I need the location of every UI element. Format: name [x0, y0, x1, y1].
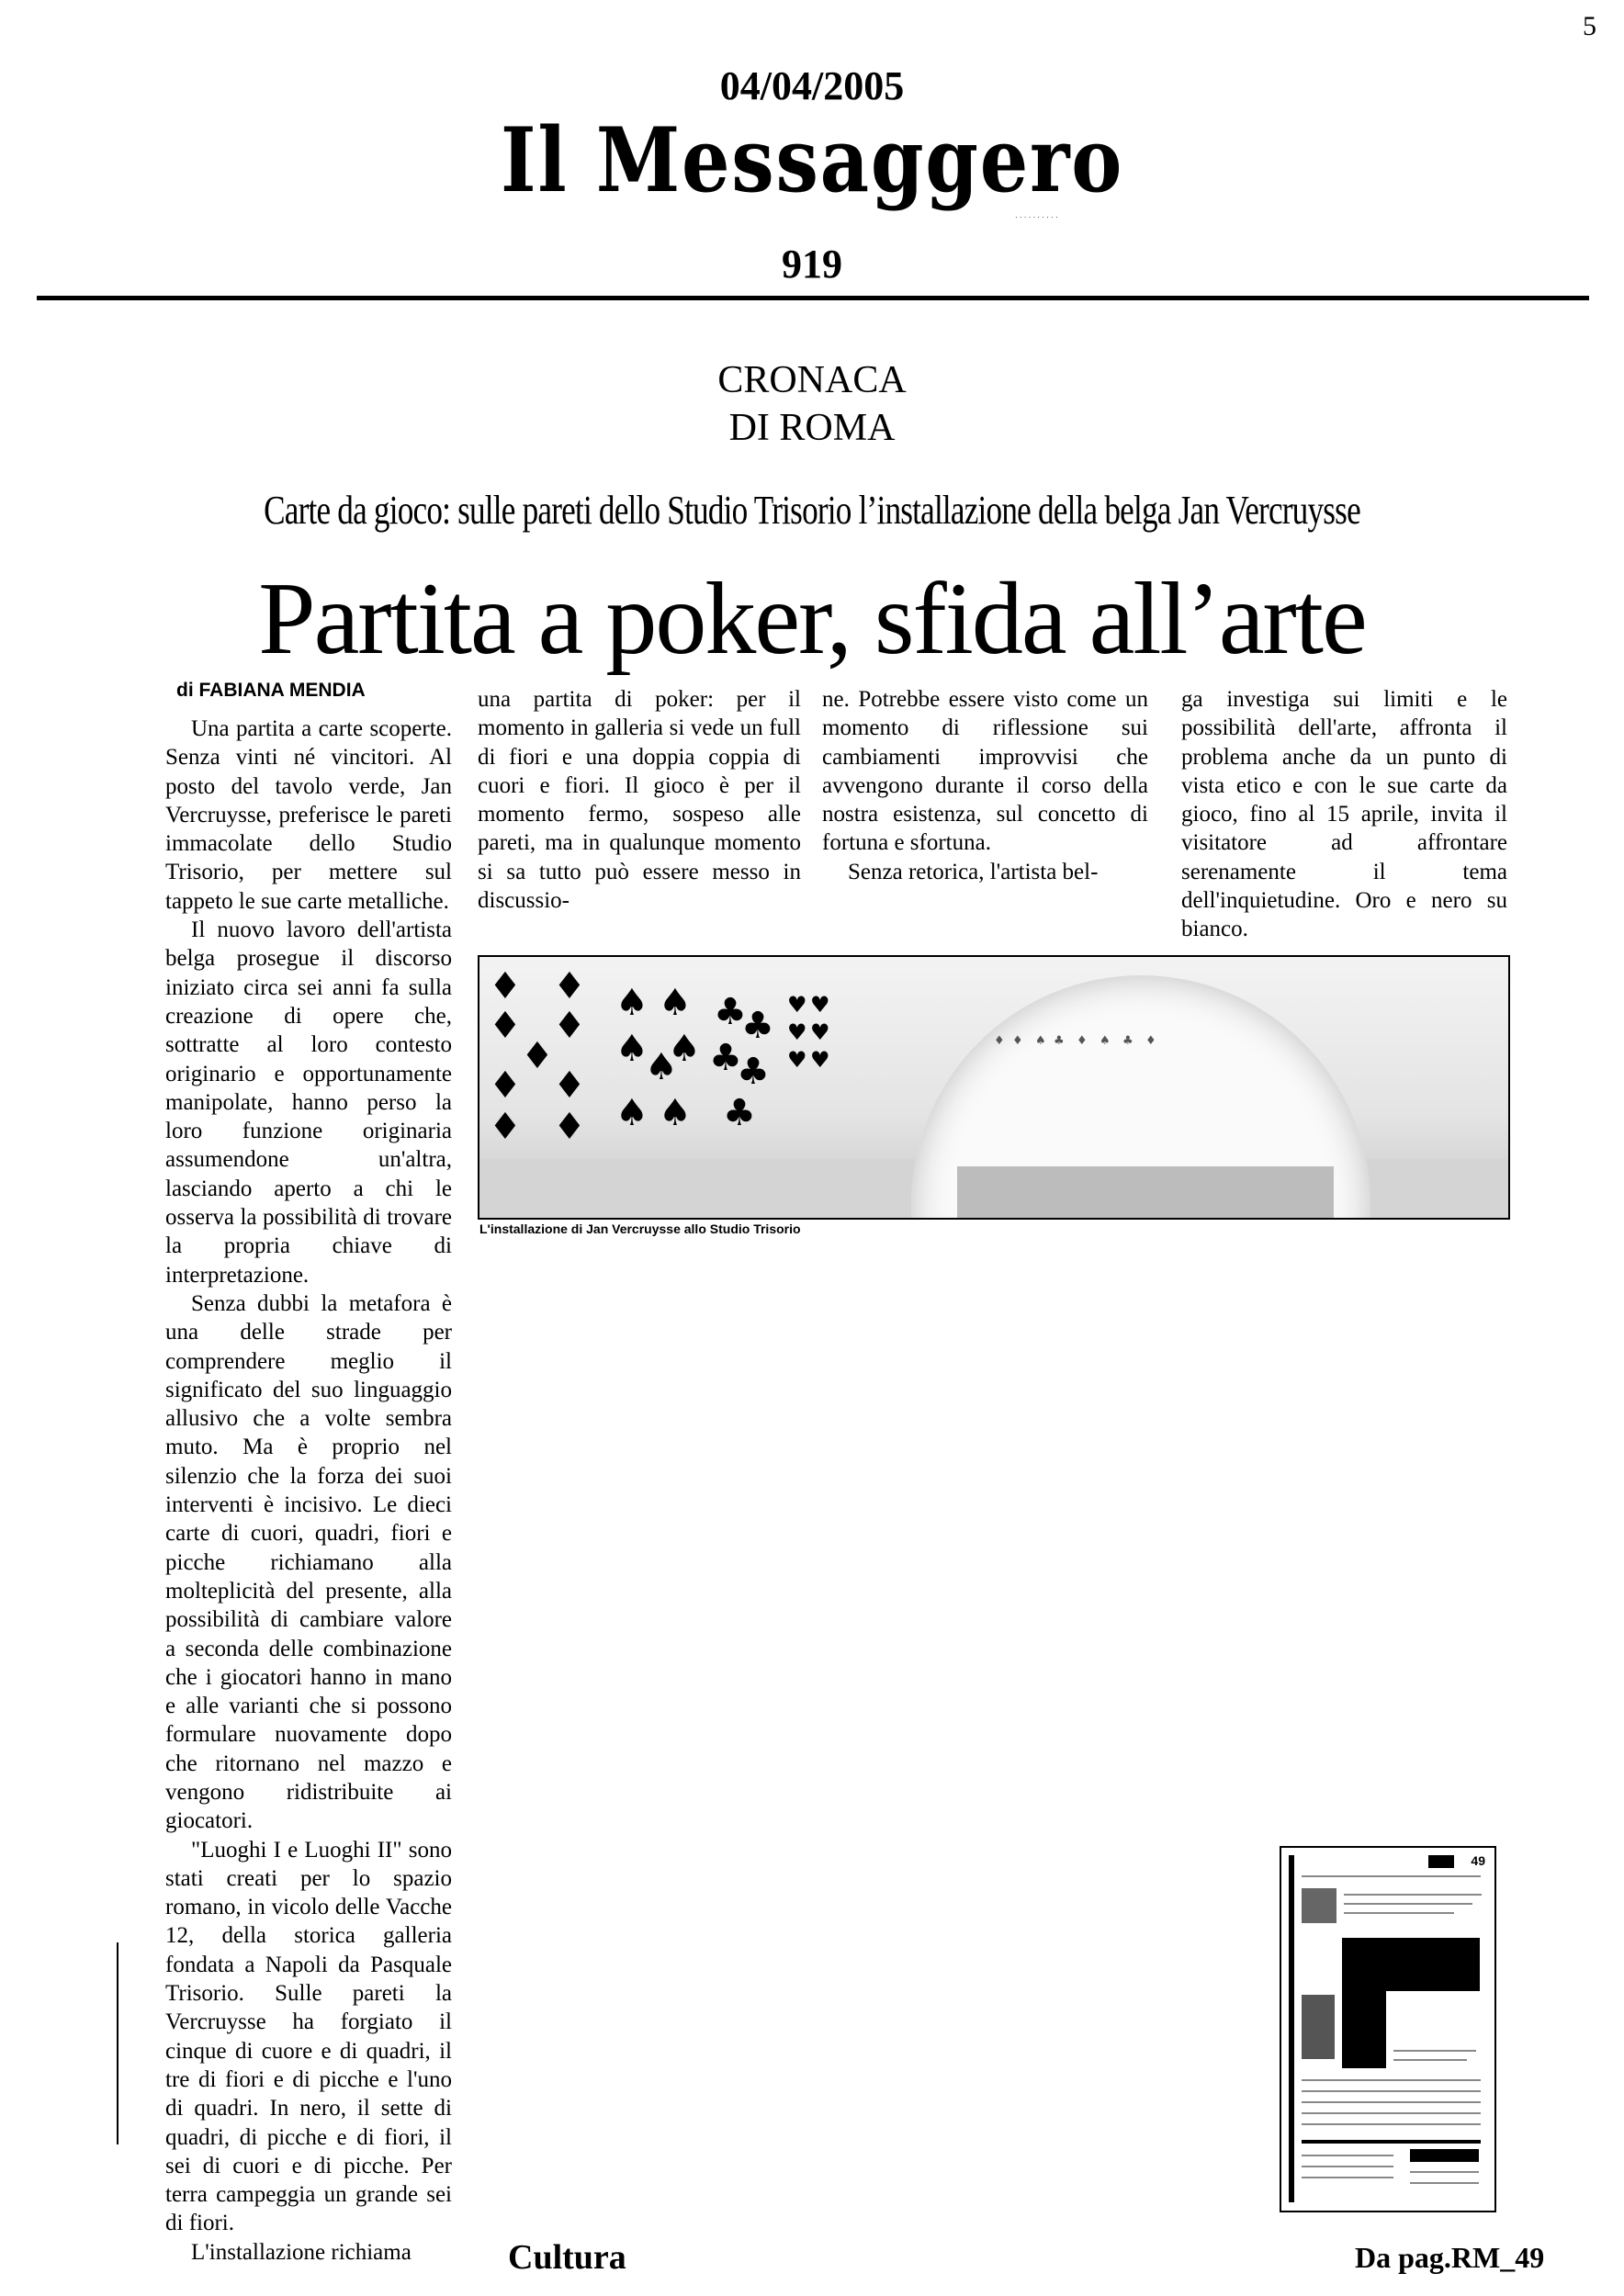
- card-suit-icon: ♥: [787, 1047, 807, 1073]
- card-suit-icon: ♣: [1054, 1034, 1065, 1048]
- thumbnail-text-line: [1302, 2166, 1393, 2167]
- thumbnail-text-line: [1410, 2171, 1479, 2173]
- card-suit-icon: ♦: [1077, 1034, 1088, 1048]
- thumbnail-logo-block: [1428, 1855, 1454, 1868]
- article-paragraph: ga investiga sui limiti e le possibilità dell'arte, affronta il problema anche da un punto di vista etico e con le sue carte da gioco, fino al 15 aprile, invita il visitatore ad affrontare serenamente il tema dell'inquietudine. Oro e nero su bianco.: [1181, 687, 1507, 942]
- card-suit-icon: ♥: [810, 1047, 830, 1073]
- thumbnail-text-line: [1344, 1894, 1482, 1896]
- thumbnail-text-line: [1393, 2050, 1476, 2052]
- newspaper-masthead: Il Messaggero: [500, 108, 1124, 212]
- article-column-4: [1181, 685, 1507, 944]
- page-thumbnail: [1280, 1846, 1496, 2212]
- article-paragraph: Una partita a carte scoperte. Senza vinti né vincitori. Al posto del tavolo verde, Jan Vercruysse, preferisce le pareti immacolate dello Studio Trisorio, per mettere sul tappeto le sue carte metalliche.: [165, 716, 452, 914]
- card-suit-icon: ♣: [737, 1051, 770, 1093]
- thumbnail-text-line: [1302, 2155, 1393, 2156]
- photo-caption: L'installazione di Jan Vercruysse allo Studio Trisorio: [479, 1221, 801, 1236]
- page-number: 5: [1583, 11, 1596, 41]
- card-suit-icon: ♣: [709, 1037, 742, 1079]
- card-suit-icon: ♦: [489, 965, 522, 1007]
- thumbnail-text-line: [1410, 2182, 1479, 2184]
- publication-date: 04/04/2005: [719, 63, 905, 108]
- card-suit-icon: ♣: [1122, 1034, 1133, 1048]
- section-footer: Cultura: [508, 2238, 626, 2277]
- thumbnail-text-line: [1302, 2079, 1481, 2081]
- card-suit-icon: ♥: [787, 1019, 807, 1045]
- article-paragraph: Il nuovo lavoro dell'artista belga prosegue il discorso iniziato circa sei anni fa sulla creazione di opere che, sottratte al loro contesto originario e opportunamente manipolate, hanno perso la loro funzione originaria assumendone un'altra, lasciando aperto a chi le osserva la possibilità di trovare la propria chiave di interpretazione.: [165, 917, 452, 1288]
- card-suit-icon: ♣: [723, 1092, 756, 1134]
- thumbnail-photo: [1302, 1995, 1335, 2059]
- card-suit-icon: ♦: [1012, 1034, 1023, 1048]
- thumbnail-text-line: [1302, 2177, 1393, 2178]
- section-title-line-1: CRONACA: [717, 359, 907, 401]
- article-paragraph: L'installazione richiama: [191, 2239, 412, 2265]
- card-suit-icon: ♦: [553, 1106, 586, 1148]
- thumbnail-black-block: [1342, 1938, 1480, 1991]
- thumbnail-text-line: [1393, 2059, 1467, 2061]
- source-page: Da pag.RM_49: [1355, 2241, 1545, 2274]
- thumbnail-page-number: 49: [1471, 1853, 1485, 1868]
- card-suit-icon: ♦: [553, 1005, 586, 1047]
- thumbnail-text-line: [1344, 1912, 1454, 1914]
- section-title: [0, 356, 1624, 452]
- article-byline: di FABIANA MENDIA: [176, 680, 366, 701]
- card-suit-icon: ♥: [810, 1019, 830, 1045]
- installation-photo: [478, 955, 1510, 1220]
- article-paragraph: "Luoghi I e Luoghi II" sono stati creati per lo spazio romano, in vicolo delle Vacche 12, della storica galleria fondata a Napoli da Pasquale Trisorio. Sulle pareti la Vercruysse ha forgiato il cinque di cuore e di quadri, il tre di fiori e di picche e l'uno di quadri. In nero, il sette di quadri, di picche e di fiori, il sei di cuori e di picche. Per terra campeggia un grande sei di fiori.: [165, 1837, 452, 2236]
- card-suit-icon: ♠: [645, 1046, 678, 1088]
- card-suit-icon: ♠: [615, 1092, 648, 1134]
- card-suit-icon: ♦: [489, 1064, 522, 1107]
- card-suit-icon: ♣: [741, 1005, 774, 1047]
- masthead-fine-print: · · · · · · · · · ·: [1015, 213, 1058, 221]
- card-suit-icon: ♠: [615, 1028, 648, 1070]
- photo-floor-shadow: [957, 1166, 1334, 1218]
- card-suit-icon: ♦: [994, 1034, 1005, 1048]
- card-suit-icon: ♣: [714, 991, 747, 1033]
- column-margin-mark: [117, 1942, 118, 2144]
- card-suit-icon: ♦: [489, 1005, 522, 1047]
- article-kicker: Carte da gioco: sulle pareti dello Studio Trisorio l’installazione della belga Jan Vercruysse: [264, 488, 1360, 533]
- card-suit-icon: ♠: [1035, 1034, 1046, 1048]
- card-suit-icon: ♦: [553, 1064, 586, 1107]
- thumbnail-text-line: [1302, 2101, 1481, 2103]
- card-suit-icon: ♦: [521, 1035, 554, 1077]
- thumbnail-photo: [1302, 1888, 1336, 1923]
- card-suit-icon: ♠: [659, 982, 692, 1024]
- card-suit-icon: ♦: [1145, 1034, 1156, 1048]
- card-suit-icon: ♠: [1100, 1034, 1111, 1048]
- issue-number: 919: [782, 242, 842, 287]
- card-suit-icon: ♠: [615, 982, 648, 1024]
- article-paragraph: una partita di poker: per il momento in galleria si vede un full di fiori e una doppia coppia di cuori e fiori. Il gioco è per il momento fermo, sospeso alle pareti, ma in qualunque momento si sa tutto può essere messo in discussio-: [478, 687, 801, 914]
- article-column-3: [822, 685, 1148, 886]
- thumbnail-text-line: [1302, 2090, 1481, 2092]
- article-column-1: [165, 715, 452, 2267]
- card-suit-icon: ♥: [810, 992, 830, 1018]
- article-paragraph: Senza retorica, l'artista bel-: [848, 859, 1099, 884]
- thumbnail-border-bar: [1289, 1855, 1294, 2202]
- thumbnail-text-line: [1344, 1903, 1472, 1905]
- section-title-line-2: DI ROMA: [728, 407, 896, 449]
- article-paragraph: Senza dubbi la metafora è una delle strade per comprendere meglio il significato del suo linguaggio allusivo che a volte sembra muto. Ma è proprio nel silenzio che la forza dei suoi interventi è incisivo. Le dieci carte di cuori, quadri, fiori e picche richiamano alla molteplicità del presente, alla possibilità di cambiare valore a seconda delle combinazione che i giocatori hanno in mano e alle varianti che si possono formulare nuovamente dopo che ritornano nel mazzo e vengono ridistribuite ai giocatori.: [165, 1290, 452, 1834]
- thumbnail-text-line: [1302, 2123, 1481, 2125]
- card-suit-icon: ♠: [659, 1092, 692, 1134]
- thumbnail-ad-block: [1410, 2149, 1479, 2162]
- article-headline: Partita a poker, sfida all’arte: [258, 562, 1366, 676]
- thumbnail-text-line: [1302, 2112, 1481, 2114]
- thumbnail-rule: [1302, 1875, 1481, 1877]
- card-suit-icon: ♠: [668, 1028, 701, 1070]
- card-suit-icon: ♦: [553, 965, 586, 1007]
- article-column-2: [478, 685, 801, 915]
- article-paragraph: ne. Potrebbe essere visto come un momento di riflessione sui cambiamenti improvvisi che avvengono durante il corso della nostra esistenza, sul concetto di fortuna e sfortuna.: [822, 687, 1148, 856]
- thumbnail-rule: [1302, 2140, 1481, 2144]
- card-suit-icon: ♥: [787, 992, 807, 1018]
- thumbnail-black-block: [1342, 1991, 1386, 2068]
- card-suit-icon: ♦: [489, 1106, 522, 1148]
- header-divider: [37, 296, 1589, 300]
